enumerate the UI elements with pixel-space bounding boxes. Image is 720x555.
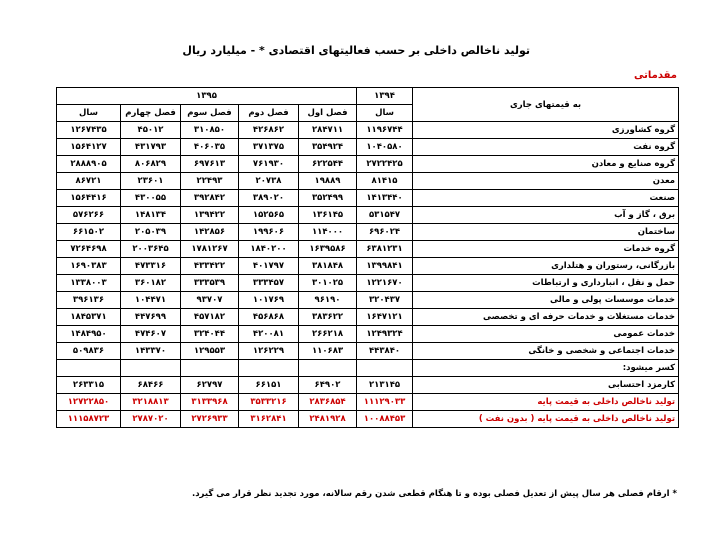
value-cell-q2: ۳۵۳۳۲۱۶ bbox=[239, 394, 299, 411]
row-label: گروه صنایع و معادن bbox=[413, 156, 679, 173]
footnote: * ارقام فصلی هر سال پیش از تعدیل فصلی بوده و تا هنگام قطعی شدن رقم سالانه، مورد تجدید نظر قرار می گیرد. bbox=[191, 489, 677, 499]
value-cell-y95: ۲۶۳۳۱۵ bbox=[57, 377, 121, 394]
value-cell-q3: ۴۵۷۱۸۲ bbox=[181, 309, 239, 326]
value-cell-q2: ۶۶۱۵۱ bbox=[239, 377, 299, 394]
value-cell-q1: ۲۶۶۲۱۸ bbox=[299, 326, 357, 343]
empty-cell bbox=[299, 360, 357, 377]
page-title: تولید ناخالص داخلی بر حسب فعالیتهای اقتصادی * - میلیارد ریال bbox=[182, 44, 530, 57]
value-cell-q2: ۴۲۶۸۶۲ bbox=[239, 122, 299, 139]
value-cell-q3: ۲۷۲۶۹۳۳ bbox=[181, 411, 239, 428]
value-cell-q2: ۷۶۱۹۳۰ bbox=[239, 156, 299, 173]
value-cell-q2: ۳۱۶۲۸۴۱ bbox=[239, 411, 299, 428]
row-label: تولید ناخالص داخلی به قیمت پایه ( بدون نفت ) bbox=[413, 411, 679, 428]
value-cell-y94: ۳۲۰۴۳۷ bbox=[357, 292, 413, 309]
value-cell-q1: ۳۵۲۴۹۹ bbox=[299, 190, 357, 207]
value-cell-y94: ۴۴۳۸۴۰ bbox=[357, 343, 413, 360]
value-cell-q3: ۳۱۳۳۹۶۸ bbox=[181, 394, 239, 411]
row-label-header: به قیمتهای جاری bbox=[413, 88, 679, 122]
value-cell-q4: ۱۰۴۴۷۱ bbox=[121, 292, 181, 309]
table-row bbox=[57, 309, 679, 326]
year-1394-header: ۱۳۹۴ bbox=[357, 88, 413, 105]
empty-cell bbox=[357, 360, 413, 377]
value-cell-y94: ۸۱۴۱۵ bbox=[357, 173, 413, 190]
value-cell-q1: ۳۵۴۹۲۴ bbox=[299, 139, 357, 156]
table-row bbox=[57, 156, 679, 173]
value-cell-q2: ۱۸۴۰۲۰۰ bbox=[239, 241, 299, 258]
empty-cell bbox=[121, 360, 181, 377]
row-label: کارمزد احتسابی bbox=[413, 377, 679, 394]
value-cell-q4: ۴۳۱۷۹۳ bbox=[121, 139, 181, 156]
row-label: گروه خدمات bbox=[413, 241, 679, 258]
empty-cell bbox=[181, 360, 239, 377]
value-cell-q3: ۲۲۴۹۳ bbox=[181, 173, 239, 190]
table-row bbox=[57, 241, 679, 258]
value-cell-q3: ۶۹۷۶۱۳ bbox=[181, 156, 239, 173]
value-cell-q4: ۶۸۴۶۶ bbox=[121, 377, 181, 394]
row-label: بازرگانی، رستوران و هتلداری bbox=[413, 258, 679, 275]
row-label: گروه نفت bbox=[413, 139, 679, 156]
value-cell-q4: ۲۳۶۰۱ bbox=[121, 173, 181, 190]
value-cell-q3: ۳۳۳۵۳۹ bbox=[181, 275, 239, 292]
value-cell-q4: ۴۳۰۰۵۵ bbox=[121, 190, 181, 207]
value-cell-q4: ۱۴۸۱۳۴ bbox=[121, 207, 181, 224]
value-cell-q4: ۴۷۴۶۰۷ bbox=[121, 326, 181, 343]
value-cell-y95: ۱۵۶۴۱۲۷ bbox=[57, 139, 121, 156]
value-cell-y95: ۵۰۹۸۳۶ bbox=[57, 343, 121, 360]
value-cell-y94: ۱۰۴۰۵۸۰ bbox=[357, 139, 413, 156]
value-cell-q4: ۳۶۰۱۸۲ bbox=[121, 275, 181, 292]
col-year-1395: سال bbox=[57, 105, 121, 122]
value-cell-q4: ۴۵۰۱۲ bbox=[121, 122, 181, 139]
value-cell-y95: ۷۲۶۴۶۹۸ bbox=[57, 241, 121, 258]
value-cell-y94: ۶۹۶۰۲۴ bbox=[357, 224, 413, 241]
value-cell-q4: ۸۰۶۸۲۹ bbox=[121, 156, 181, 173]
value-cell-y95: ۶۶۱۵۰۲ bbox=[57, 224, 121, 241]
header-row-years bbox=[57, 88, 679, 105]
value-cell-y95: ۵۷۶۲۶۶ bbox=[57, 207, 121, 224]
value-cell-y94: ۱۰۰۸۸۴۵۳ bbox=[357, 411, 413, 428]
col-q2: فصل دوم bbox=[239, 105, 299, 122]
value-cell-y95: ۱۱۱۵۸۷۲۳ bbox=[57, 411, 121, 428]
value-cell-q1: ۱۳۶۱۴۵ bbox=[299, 207, 357, 224]
table-row bbox=[57, 326, 679, 343]
value-cell-y95: ۱۸۴۵۳۷۱ bbox=[57, 309, 121, 326]
value-cell-y94: ۱۲۴۹۳۲۴ bbox=[357, 326, 413, 343]
row-label: خدمات اجتماعی و شخصی و خانگی bbox=[413, 343, 679, 360]
value-cell-q3: ۱۷۸۱۲۶۷ bbox=[181, 241, 239, 258]
value-cell-y95: ۱۲۷۲۲۸۵۰ bbox=[57, 394, 121, 411]
value-cell-q1: ۹۶۱۹۰ bbox=[299, 292, 357, 309]
value-cell-q4: ۲۷۸۷۰۲۰ bbox=[121, 411, 181, 428]
preliminary-note: مقدماتی bbox=[634, 70, 677, 81]
value-cell-q2: ۳۷۱۳۷۵ bbox=[239, 139, 299, 156]
value-cell-y94: ۵۳۱۵۴۷ bbox=[357, 207, 413, 224]
table-row bbox=[57, 224, 679, 241]
value-cell-y95: ۱۴۸۴۹۵۰ bbox=[57, 326, 121, 343]
value-cell-q2: ۱۵۲۵۶۵ bbox=[239, 207, 299, 224]
table-row bbox=[57, 275, 679, 292]
value-cell-y95: ۱۶۹۰۳۸۳ bbox=[57, 258, 121, 275]
value-cell-y94: ۱۴۱۳۴۴۰ bbox=[357, 190, 413, 207]
row-label: خدمات مستغلات و خدمات حرفه ای و تخصصی bbox=[413, 309, 679, 326]
value-cell-y94: ۱۱۱۲۹۰۳۳ bbox=[357, 394, 413, 411]
value-cell-q2: ۲۰۷۳۸ bbox=[239, 173, 299, 190]
value-cell-q1: ۲۸۳۶۸۵۴ bbox=[299, 394, 357, 411]
value-cell-y95: ۲۸۸۸۹۰۵ bbox=[57, 156, 121, 173]
row-label: تولید ناخالص داخلی به قیمت پایه bbox=[413, 394, 679, 411]
value-cell-q3: ۱۲۹۵۵۳ bbox=[181, 343, 239, 360]
table-row bbox=[57, 343, 679, 360]
value-cell-q2: ۱۹۹۶۰۶ bbox=[239, 224, 299, 241]
value-cell-y94: ۱۱۹۶۷۴۴ bbox=[357, 122, 413, 139]
table-row bbox=[57, 377, 679, 394]
value-cell-q3: ۱۴۲۸۵۶ bbox=[181, 224, 239, 241]
value-cell-q4: ۴۷۳۳۱۶ bbox=[121, 258, 181, 275]
value-cell-y95: ۸۶۷۲۱ bbox=[57, 173, 121, 190]
value-cell-q1: ۲۴۸۱۹۲۸ bbox=[299, 411, 357, 428]
table-row bbox=[57, 394, 679, 411]
value-cell-q1: ۱۱۴۰۰۰ bbox=[299, 224, 357, 241]
value-cell-q3: ۱۳۹۴۲۲ bbox=[181, 207, 239, 224]
table-row bbox=[57, 411, 679, 428]
row-label: خدمات موسسات پولی و مالی bbox=[413, 292, 679, 309]
value-cell-q1: ۲۸۴۷۱۱ bbox=[299, 122, 357, 139]
value-cell-y94: ۲۷۲۲۴۲۵ bbox=[357, 156, 413, 173]
empty-cell bbox=[239, 360, 299, 377]
value-cell-q4: ۲۰۰۳۶۴۵ bbox=[121, 241, 181, 258]
empty-cell bbox=[57, 360, 121, 377]
value-cell-q1: ۱۹۸۸۹ bbox=[299, 173, 357, 190]
value-cell-q2: ۴۰۱۷۹۷ bbox=[239, 258, 299, 275]
value-cell-q1: ۳۸۱۸۴۸ bbox=[299, 258, 357, 275]
value-cell-q4: ۲۰۵۰۳۹ bbox=[121, 224, 181, 241]
row-label: صنعت bbox=[413, 190, 679, 207]
value-cell-y94: ۲۱۳۱۴۵ bbox=[357, 377, 413, 394]
table-row bbox=[57, 173, 679, 190]
value-cell-q1: ۳۸۳۶۲۲ bbox=[299, 309, 357, 326]
year-1395-header: ۱۳۹۵ bbox=[57, 88, 357, 105]
value-cell-q3: ۶۲۷۹۷ bbox=[181, 377, 239, 394]
col-q4: فصل چهارم bbox=[121, 105, 181, 122]
value-cell-q3: ۳۹۲۸۴۲ bbox=[181, 190, 239, 207]
row-label: برق ، گاز و آب bbox=[413, 207, 679, 224]
col-q1: فصل اول bbox=[299, 105, 357, 122]
row-label: معدن bbox=[413, 173, 679, 190]
value-cell-q3: ۴۰۶۰۳۵ bbox=[181, 139, 239, 156]
value-cell-q2: ۴۲۰۰۸۱ bbox=[239, 326, 299, 343]
table-row bbox=[57, 190, 679, 207]
value-cell-y94: ۱۶۴۷۱۲۱ bbox=[357, 309, 413, 326]
value-cell-y95: ۱۳۳۸۰۰۳ bbox=[57, 275, 121, 292]
value-cell-q2: ۳۸۹۰۲۰ bbox=[239, 190, 299, 207]
table-row bbox=[57, 258, 679, 275]
row-label: ساختمان bbox=[413, 224, 679, 241]
value-cell-y94: ۶۳۸۱۲۳۱ bbox=[357, 241, 413, 258]
value-cell-q3: ۹۳۷۰۷ bbox=[181, 292, 239, 309]
value-cell-q1: ۱۱۰۶۸۳ bbox=[299, 343, 357, 360]
value-cell-q2: ۴۵۶۸۶۸ bbox=[239, 309, 299, 326]
deduction-label: کسر میشود: bbox=[413, 360, 679, 377]
col-q3: فصل سوم bbox=[181, 105, 239, 122]
value-cell-q4: ۴۴۷۶۹۹ bbox=[121, 309, 181, 326]
value-cell-q2: ۱۲۶۲۲۹ bbox=[239, 343, 299, 360]
value-cell-q3: ۳۲۴۰۴۴ bbox=[181, 326, 239, 343]
value-cell-y95: ۳۹۶۱۳۶ bbox=[57, 292, 121, 309]
value-cell-y94: ۱۲۲۱۶۷۰ bbox=[357, 275, 413, 292]
table-row bbox=[57, 139, 679, 156]
table-row bbox=[57, 292, 679, 309]
deduction-row bbox=[57, 360, 679, 377]
value-cell-q1: ۳۰۱۰۲۵ bbox=[299, 275, 357, 292]
value-cell-q1: ۶۴۹۰۲ bbox=[299, 377, 357, 394]
value-cell-q1: ۶۲۲۵۴۴ bbox=[299, 156, 357, 173]
value-cell-y94: ۱۳۹۹۸۴۱ bbox=[357, 258, 413, 275]
col-year-1394: سال bbox=[357, 105, 413, 122]
gdp-table bbox=[56, 87, 679, 428]
value-cell-q2: ۱۰۱۷۶۹ bbox=[239, 292, 299, 309]
value-cell-y95: ۱۵۶۴۴۱۶ bbox=[57, 190, 121, 207]
value-cell-q4: ۱۴۳۳۷۰ bbox=[121, 343, 181, 360]
value-cell-y95: ۱۲۶۷۴۳۵ bbox=[57, 122, 121, 139]
value-cell-q4: ۳۲۱۸۸۱۳ bbox=[121, 394, 181, 411]
table-row bbox=[57, 122, 679, 139]
value-cell-q2: ۳۳۳۴۵۷ bbox=[239, 275, 299, 292]
value-cell-q1: ۱۶۳۹۵۸۶ bbox=[299, 241, 357, 258]
row-label: حمل و نقل ، انبارداری و ارتباطات bbox=[413, 275, 679, 292]
row-label: خدمات عمومی bbox=[413, 326, 679, 343]
row-label: گروه کشاورزی bbox=[413, 122, 679, 139]
value-cell-q3: ۴۳۳۴۲۲ bbox=[181, 258, 239, 275]
table-row bbox=[57, 207, 679, 224]
value-cell-q3: ۳۱۰۸۵۰ bbox=[181, 122, 239, 139]
